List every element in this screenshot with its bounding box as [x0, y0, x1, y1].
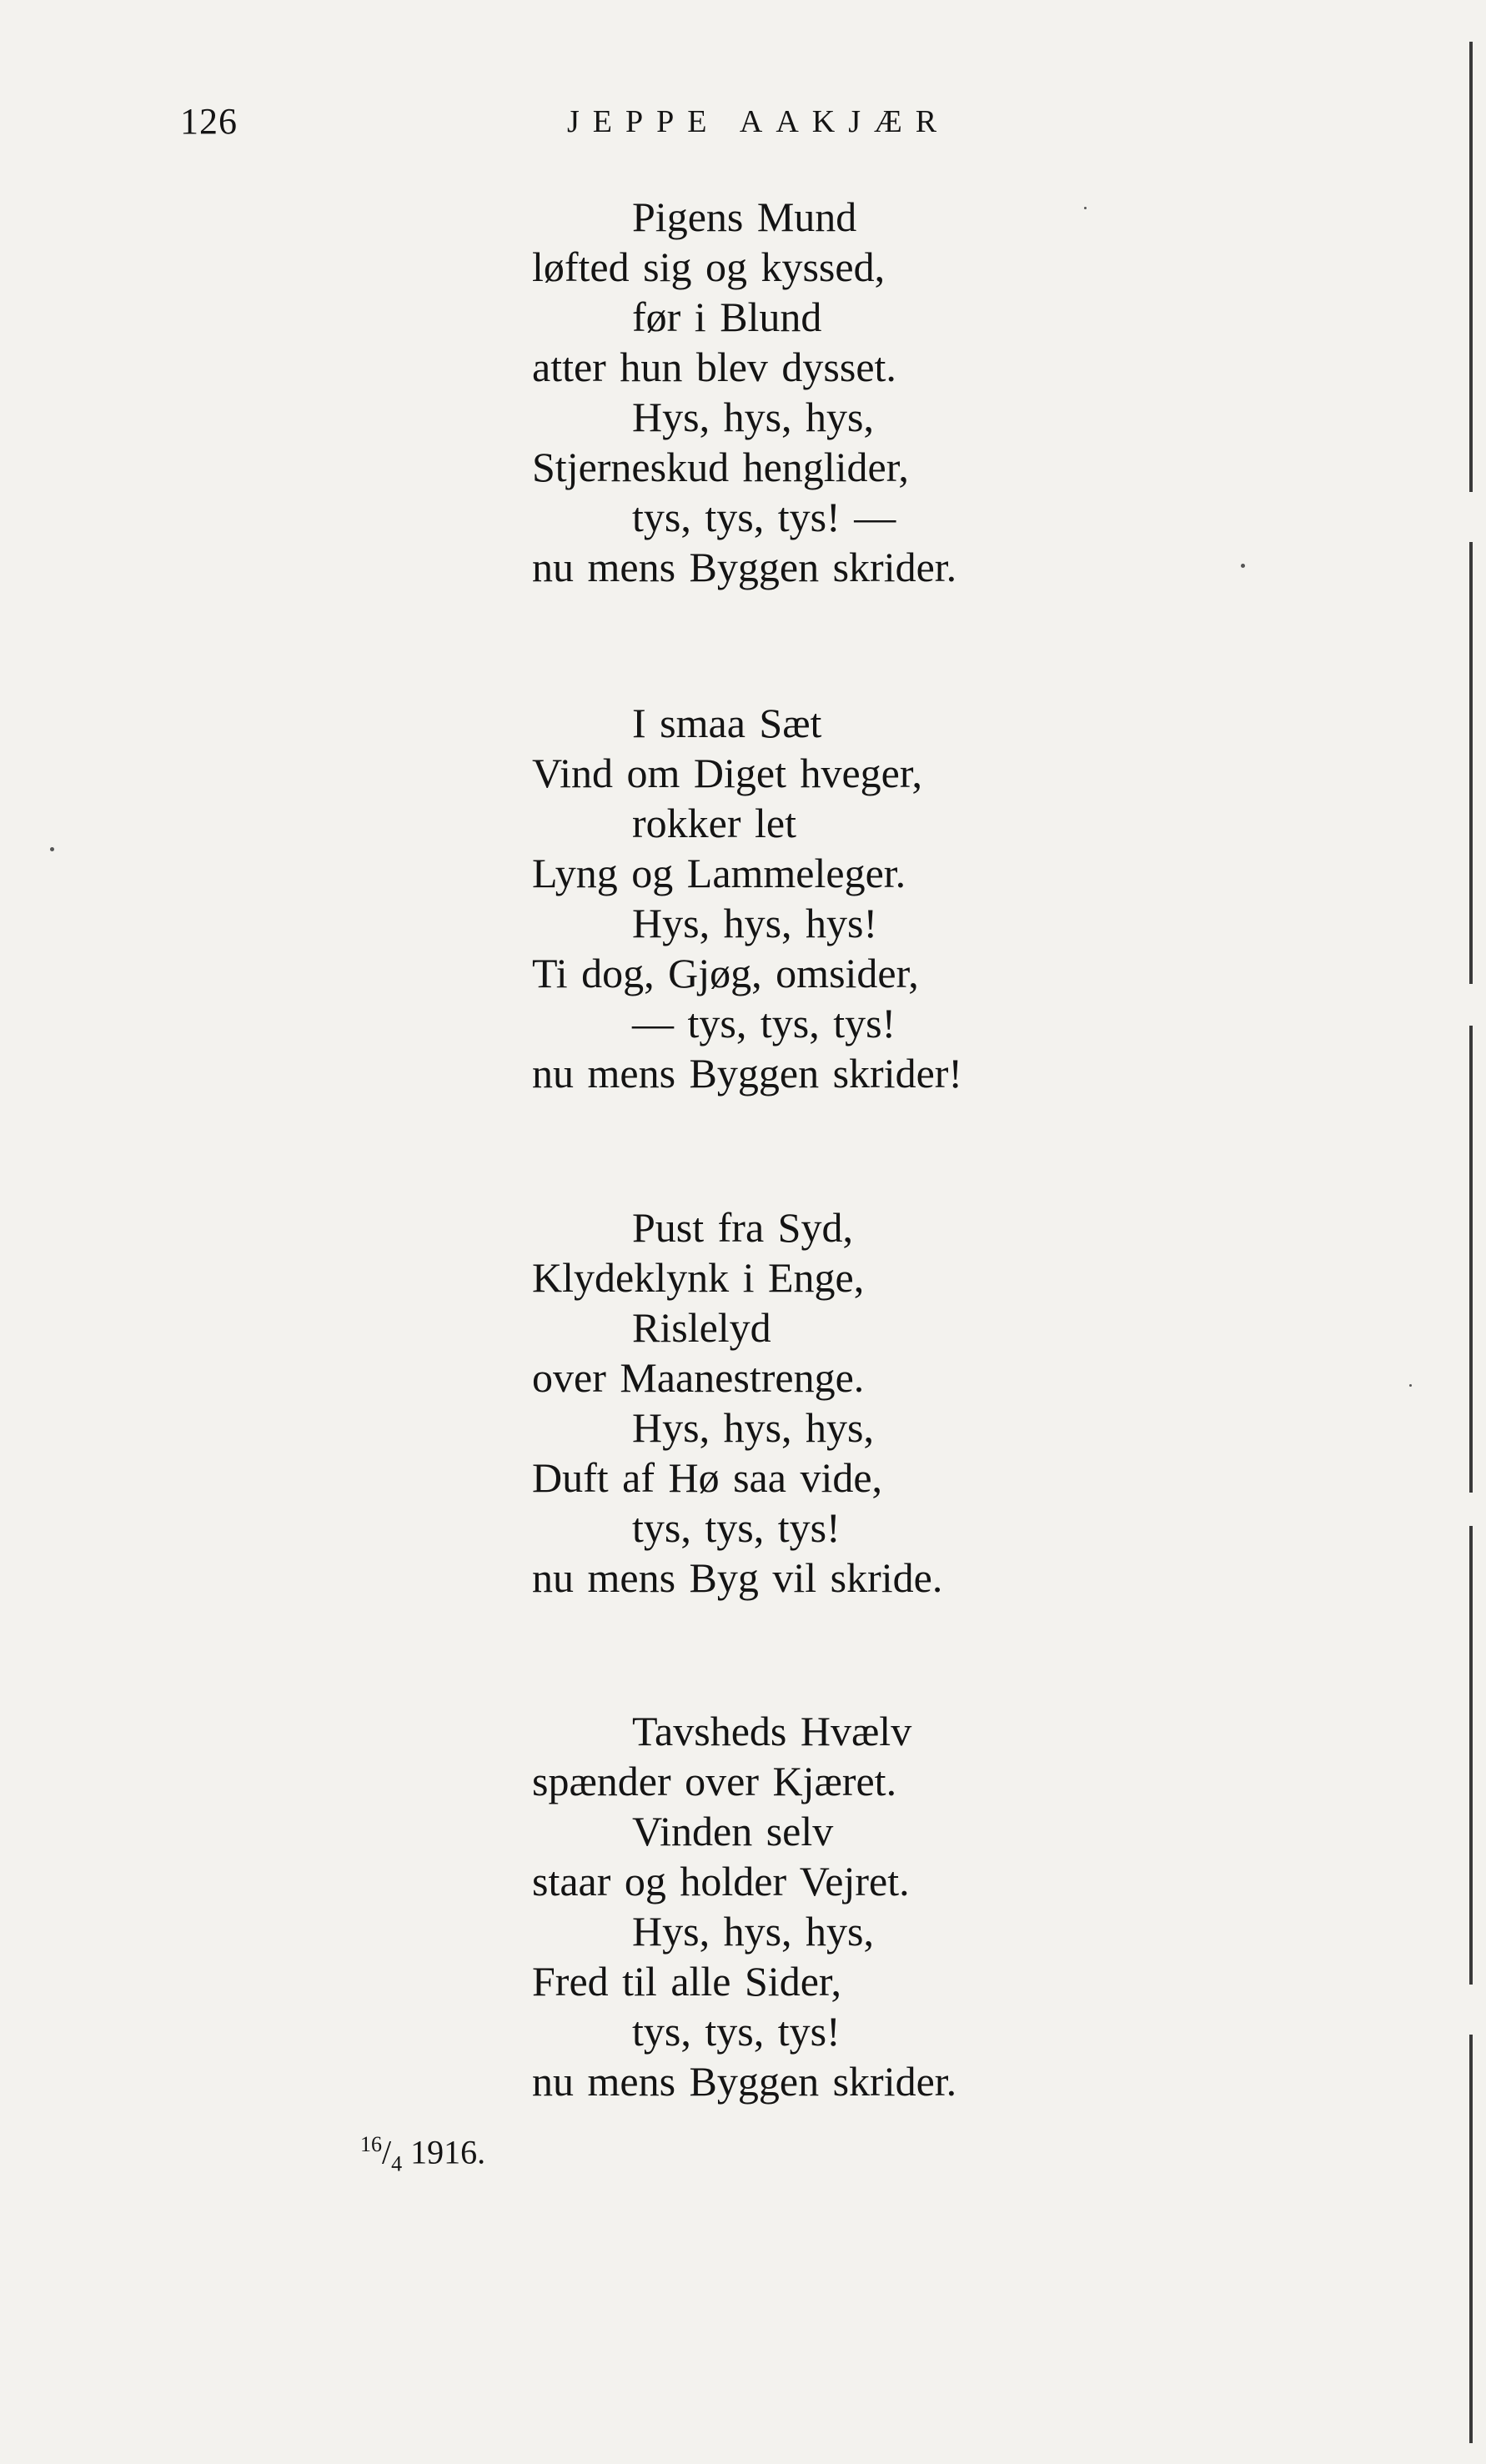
poem-line: over Maanestrenge. [532, 1354, 865, 1401]
poem-line: Vind om Diget hveger, [532, 750, 923, 796]
poem-line: staar og holder Vejret. [532, 1858, 910, 1904]
poem-date: $^{16}/_4$ 1916. [360, 2132, 486, 2176]
poem-line: Lyng og Lammeleger. [532, 850, 906, 896]
poem-line: nu mens Byggen skrider. [532, 2058, 957, 2105]
page-speck [50, 847, 54, 851]
poem-line: tys, tys, tys! — [632, 494, 896, 540]
page-edge-gap [1466, 1493, 1476, 1526]
stanza-1 [532, 192, 1366, 592]
poem-line: løfted sig og kyssed, [532, 243, 886, 290]
poem-line: Hys, hys, hys! [632, 900, 878, 946]
stanza-2 [532, 698, 1366, 1098]
poem-line: Hys, hys, hys, [632, 394, 874, 440]
poem-line: rokker let [632, 800, 796, 846]
poem-line: tys, tys, tys! [632, 2008, 841, 2055]
page-edge-gap [1466, 984, 1476, 1026]
poem-line: I smaa Sæt [632, 700, 822, 746]
poem-line: Vinden selv [632, 1808, 834, 1854]
poem-line: Rislelyd [632, 1304, 771, 1351]
page-number: 126 [180, 101, 238, 142]
running-header: JEPPE AAKJÆR [567, 104, 951, 139]
poem-line: Duft af Hø saa vide, [532, 1454, 883, 1501]
page-speck [1241, 564, 1245, 568]
date-month: 4 [391, 2151, 403, 2176]
page-speck [1409, 1384, 1412, 1387]
stanza-4 [532, 1706, 1366, 2106]
poem-line: Hys, hys, hys, [632, 1404, 874, 1451]
poem-line: — tys, tys, tys! [632, 1000, 896, 1046]
poem-line: Ti dog, Gjøg, omsider, [532, 950, 919, 996]
page-speck [1084, 207, 1087, 209]
date-year: 1916. [410, 2133, 486, 2171]
poem-line: nu mens Byggen skrider! [532, 1050, 963, 1097]
poem-line: før i Blund [632, 294, 822, 340]
poem-line: nu mens Byg vil skride. [532, 1554, 943, 1601]
poem-line: Hys, hys, hys, [632, 1908, 874, 1955]
page-edge-gap [1466, 1985, 1476, 2035]
date-day: 16 [360, 2132, 382, 2156]
poem-line: tys, tys, tys! [632, 1504, 841, 1551]
poem-line: atter hun blev dysset. [532, 344, 896, 390]
poem-line: spænder over Kjæret. [532, 1758, 897, 1804]
poem-line: Fred til alle Sider, [532, 1958, 842, 2005]
poem-line: nu mens Byggen skrider. [532, 544, 957, 590]
poem-line: Klydeklynk i Enge, [532, 1254, 865, 1301]
page-edge-gap [1466, 492, 1476, 542]
page-edge-line [1469, 42, 1473, 2443]
poem-line: Stjerneskud henglider, [532, 444, 909, 490]
poem-line: Pust fra Syd, [632, 1204, 853, 1251]
poem-line: Pigens Mund [632, 193, 857, 240]
stanza-3 [532, 1202, 1366, 1603]
poem-line: Tavsheds Hvælv [632, 1708, 912, 1754]
